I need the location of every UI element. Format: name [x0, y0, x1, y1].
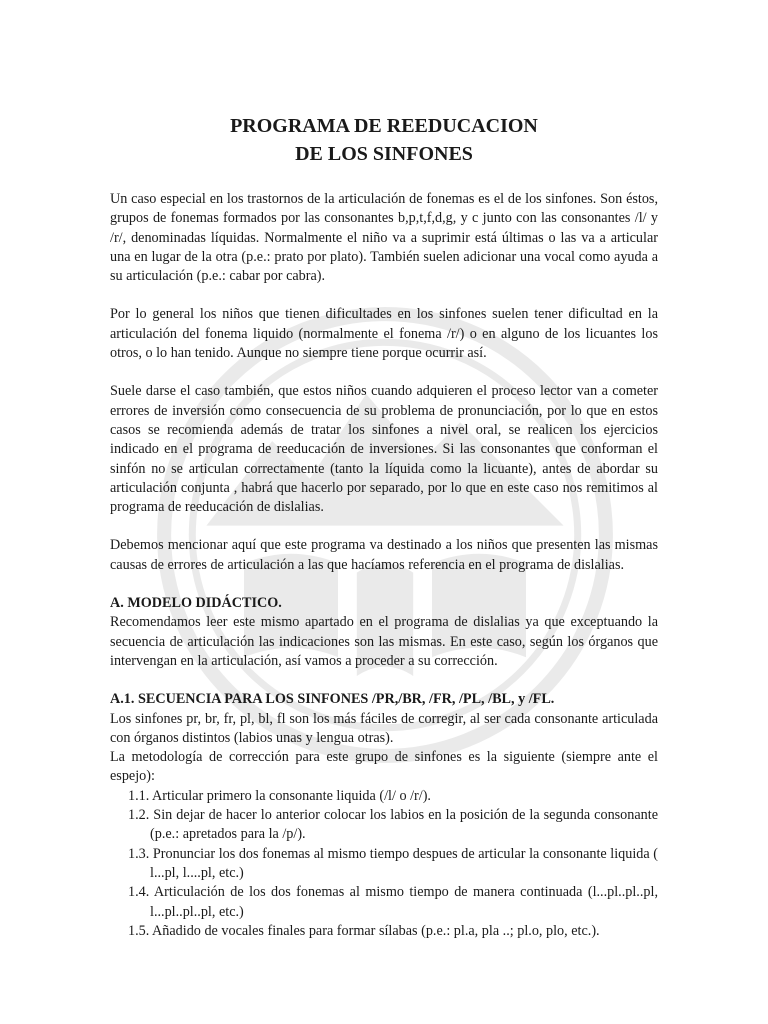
- section-a-heading: A. MODELO DIDÁCTICO.: [110, 595, 282, 612]
- document-page: [110, 112, 658, 941]
- paragraph-program-scope: Debemos mencionar aquí que este programa va destinado a los niños que presenten las mismas causas de errores de articulación a las que hacíamos referencia en el programa de dislalias.: [110, 537, 658, 573]
- section-a1-heading: A.1. SECUENCIA PARA LOS SINFONES /PR,/BR, /FR, /PL, /BL, y /FL.: [110, 691, 555, 708]
- paragraph-intro: Un caso especial en los trastornos de la articulación de fonemas es el de los sinfones. Son éstos, grupos de fonemas formados por las consonantes b,p,t,f,d,g, y c junto con las consonantes /l/ y /r/, denominadas líquidas. Normalmente el niño va a suprimir está últimas o las va a articular una en lugar de la otra (p.e.: prato por plato). También suelen adicionar una vocal como ayuda a su articulación (p.e.: cabar por cabra).: [110, 191, 658, 285]
- list-item: 1.5. Añadido de vocales finales para formar sílabas (p.e.: pl.a, pla ..; pl.o, plo, etc.).: [128, 922, 600, 939]
- paragraph-liquid-difficulty: Por lo general los niños que tienen dificultades en los sinfones suelen tener dificultad en la articulación del fonema liquido (normalmente el fonema /r/) o en alguno de los licuantes los otros, o lo han tenido. Aunque no siempre tiene porque ocurrir así.: [110, 306, 658, 362]
- steps-list: [110, 787, 658, 941]
- list-item: 1.1. Articular primero la consonante liquida (/l/ o /r/).: [128, 787, 431, 804]
- paragraph-inversion-errors: Suele darse el caso también, que estos niños cuando adquieren el proceso lector van a cometer errores de inversión como consecuencia de su problema de pronunciación, por lo que en estos casos se recomienda además de tratar los sinfones a nivel oral, se realicen los ejercicios indicado en el programa de reeducación de inversiones. Si las consonantes que conforman el sinfón no se articulan correctamente (tanto la líquida como la licuante), antes de abordar su articulación conjunta , habrá que hacerlo por separado, por lo que en este caso nos remitimos al programa de reeducación de dislalias.: [110, 383, 658, 516]
- title-line-1: PROGRAMA DE REEDUCACION: [230, 115, 538, 137]
- list-item: 1.3. Pronunciar los dos fonemas al mismo tiempo despues de articular la consonante liquida ( l...pl, l....pl, etc.): [128, 845, 658, 881]
- title-line-2: DE LOS SINFONES: [295, 143, 473, 165]
- section-a1-text-2: La metodología de corrección para este grupo de sinfones es la siguiente (siempre ante el espejo):: [110, 749, 658, 785]
- list-item: 1.2. Sin dejar de hacer lo anterior colocar los labios en la posición de la segunda consonante (p.e.: apretados para la /p/).: [128, 807, 658, 843]
- list-item: 1.4. Articulación de los dos fonemas al mismo tiempo de manera continuada (l...pl..pl..pl, l...pl..pl..pl, etc.): [128, 884, 658, 920]
- section-a-text: Recomendamos leer este mismo apartado en el programa de dislalias ya que exceptuando la secuencia de articulación las indicaciones son las mismas. En este caso, según los órganos que intervengan en la articulación, así vamos a proceder a su corrección.: [110, 614, 658, 669]
- document-title: [110, 112, 658, 168]
- section-a1-text-1: Los sinfones pr, br, fr, pl, bl, fl son los más fáciles de corregir, al ser cada consonante articulada con órganos distintos (labios unas y lengua otras).: [110, 710, 658, 746]
